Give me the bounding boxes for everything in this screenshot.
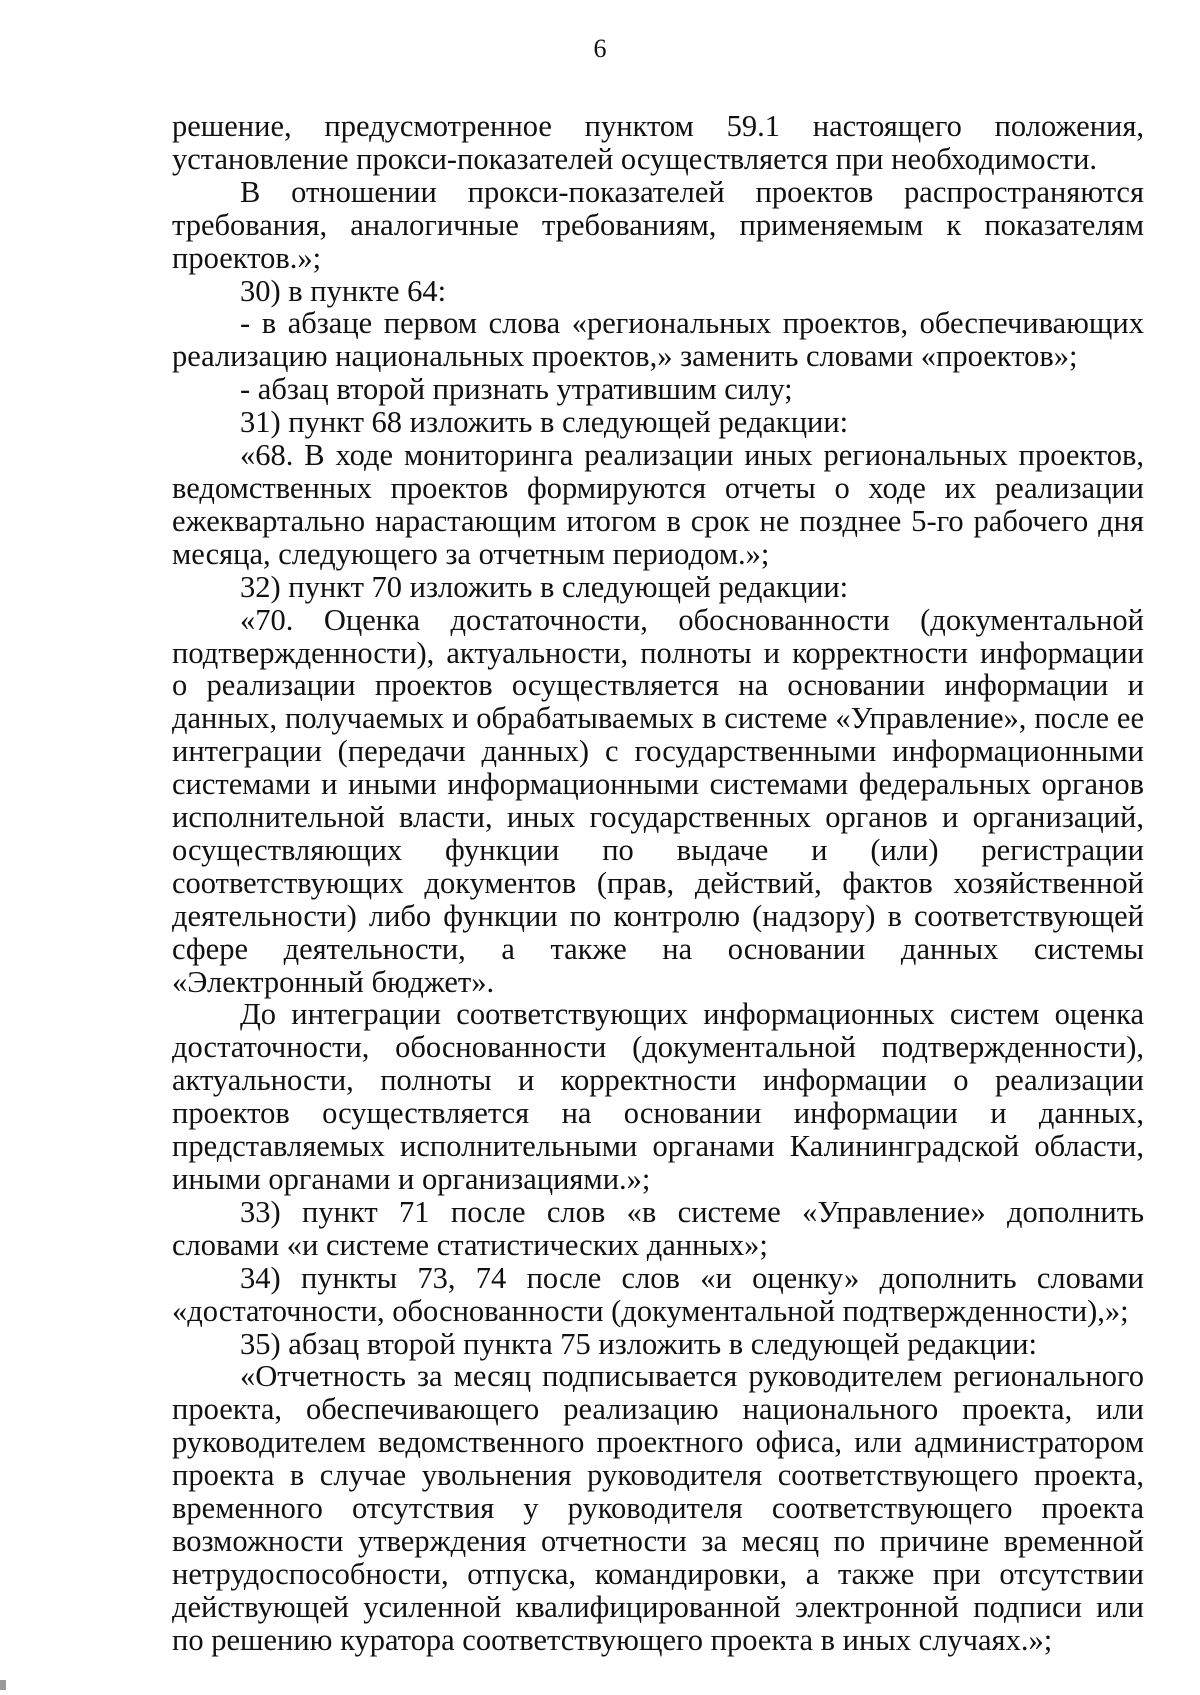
paragraph: В отношении прокси-показателей проектов распространяются требования, аналогичные требованиям, применяемым к показателям проектов.»; <box>172 174 1144 275</box>
page-number: 6 <box>593 34 607 63</box>
paragraph: 32) пункт 70 изложить в следующей редакции: <box>240 569 849 604</box>
paragraph: 34) пункты 73, 74 после слов «и оценку» дополнить словами «достаточности, обоснованности (документальной подтвержденности),»; <box>172 1260 1144 1328</box>
paragraph: «68. В ходе мониторинга реализации иных региональных проектов, ведомственных проектов формируются отчеты о ходе их реализации ежеквартально нарастающим итогом в срок не позднее 5-го рабочего дня месяца, следующего за отчетным периодом.»; <box>172 438 1144 571</box>
paragraph: - абзац второй признать утратившим силу; <box>240 372 793 407</box>
paragraph: 35) абзац второй пункта 75 изложить в следующей редакции: <box>240 1326 1037 1361</box>
paragraph: «70. Оценка достаточности, обоснованности (документальной подтвержденности), актуальности, полноты и корректности информации о реализации проектов осуществляется на основании информации и данных, получаемых и обрабатываемых в системе «Управление», после ее интеграции (передачи данных) с государственными информационными системами и иными информационными системами федеральных органов исполнительной власти, иных государственных органов и организаций, осуществляющих функции по выдаче и (или) регистрации соответствующих документов (прав, действий, фактов хозяйственной деятельности) либо функции по контролю (надзору) в соответствующей сфере деятельности, а также на основании данных системы «Электронный бюджет». <box>172 602 1144 999</box>
paragraph: решение, предусмотренное пунктом 59.1 настоящего положения, установление прокси-показателей осуществляется при необходимости. <box>172 109 1144 176</box>
paragraph: 33) пункт 71 после слов «в системе «Управление» дополнить словами «и системе статистических данных»; <box>172 1194 1144 1262</box>
paragraph: - в абзаце первом слова «региональных проектов, обеспечивающих реализацию национальных проектов,» заменить словами «проектов»; <box>172 306 1144 374</box>
paragraph: До интеграции соответствующих информационных систем оценка достаточности, обоснованности (документальной подтвержденности), актуальности, полноты и корректности информации о реализации проектов осуществляется на основании информации и данных, представляемых исполнительными органами Калининградской области, иными органами и организациями.»; <box>172 997 1144 1196</box>
paragraph: 30) в пункте 64: <box>240 273 447 308</box>
paragraph: «Отчетность за месяц подписывается руководителем регионального проекта, обеспечивающего реализацию национального проекта, или руководителем ведомственного проектного офиса, или администратором проекта в случае увольнения руководителя соответствующего проекта, временного отсутствия у руководителя соответствующего проекта возможности утверждения отчетности за месяц по причине временной нетрудоспособности, отпуска, командировки, а также при отсутствии действующей усиленной квалифицированной электронной подписи или по решению куратора соответствующего проекта в иных случаях.»; <box>172 1359 1144 1657</box>
document-body <box>172 110 1144 1657</box>
scan-edge-mark <box>0 1680 6 1690</box>
paragraph: 31) пункт 68 изложить в следующей редакции: <box>240 405 849 440</box>
